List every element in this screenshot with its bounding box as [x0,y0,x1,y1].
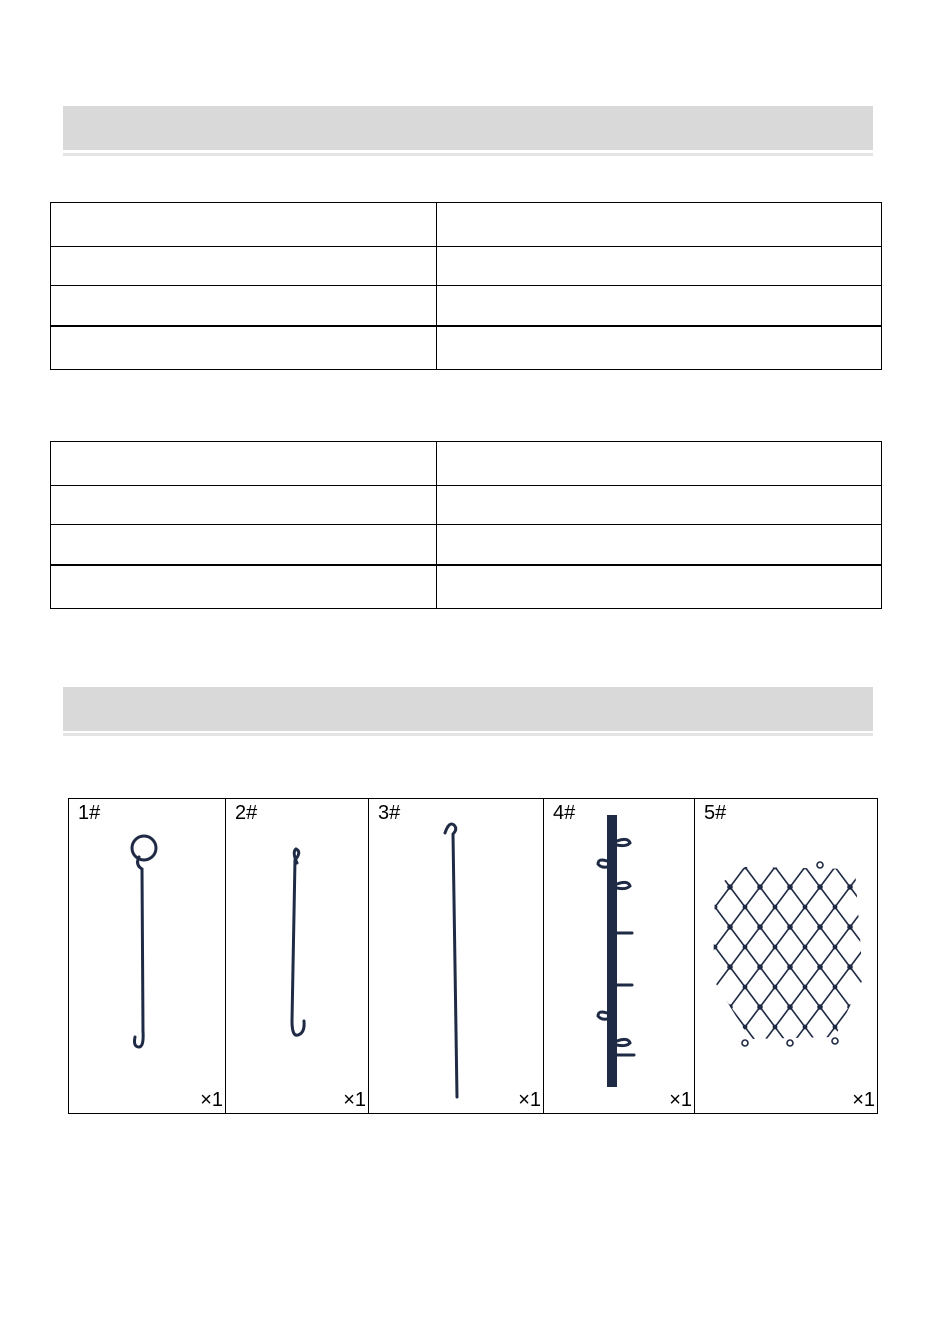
part-2 [226,799,369,1113]
spec-table-1 [50,202,882,370]
section-divider-2 [63,733,873,736]
spec-table-2 [50,441,882,609]
part-4 [544,799,695,1113]
table-row [51,247,882,286]
table-cell [51,286,437,327]
part-label: 3# [378,802,401,824]
net-icon [695,799,877,1113]
part-quantity: ×1 [200,1089,223,1111]
part-5 [695,799,877,1113]
table-cell [51,247,437,286]
section-divider-1 [63,153,873,156]
table-cell [51,486,437,525]
part-label: 1# [78,802,101,824]
table-row [51,525,882,566]
table-cell [437,286,882,327]
table-cell [51,565,437,609]
part-quantity: ×1 [669,1089,692,1111]
parts-list [68,798,878,1114]
table-cell [437,326,882,370]
table-cell [437,442,882,486]
table-cell [437,486,882,525]
part-label: 5# [704,802,727,824]
table-row [51,442,882,486]
table-row [51,486,882,525]
s-hook-rod-icon [226,799,369,1113]
table-cell [51,203,437,247]
part-3 [369,799,544,1113]
part-quantity: ×1 [518,1089,541,1111]
table-row [51,326,882,370]
hook-post-icon [544,799,695,1113]
part-quantity: ×1 [343,1089,366,1111]
section-header-2 [63,687,873,731]
part-quantity: ×1 [852,1089,875,1111]
table-cell [51,525,437,566]
hooked-stake-icon [369,799,544,1113]
table-row [51,286,882,327]
table-row [51,203,882,247]
table-row [51,565,882,609]
table-cell [437,525,882,566]
section-header-1 [63,106,873,150]
table-cell [437,247,882,286]
table-cell [437,565,882,609]
ring-hook-rod-icon [69,799,226,1113]
table-cell [437,203,882,247]
part-1 [69,799,226,1113]
table-cell [51,326,437,370]
table-cell [51,442,437,486]
part-label: 2# [235,802,258,824]
part-label: 4# [553,802,576,824]
